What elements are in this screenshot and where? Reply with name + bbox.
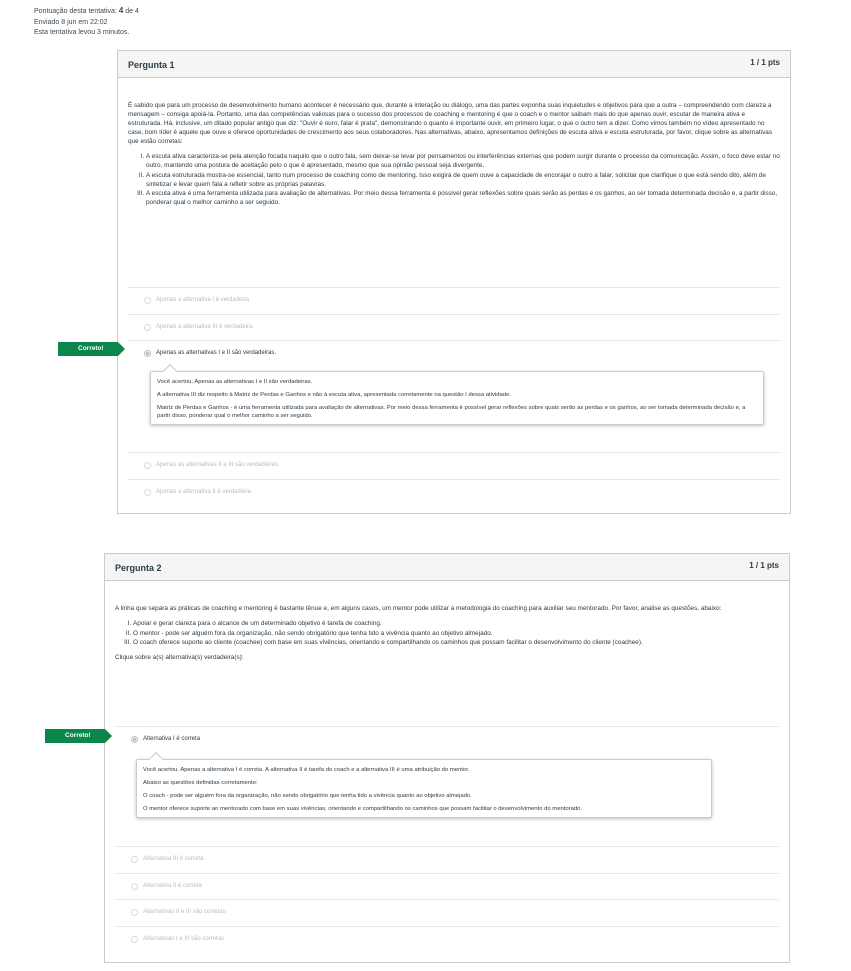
answer-label: Apenas as alternativas II e III são verdadeiras. — [156, 462, 280, 468]
correct-flag: Correto! — [58, 342, 118, 356]
statement-item: I. A escuta ativa caracteriza-se pela atenção focada naquilo que o outro fala, sem deixar-se levar por pensamentos ou interferências externas que podem surgir durante o processo da comunicação. Assim, o foco deve estar no outro, mantendo uma postura de aceitação pelo o que é apresentado, mesmo que sua opinião pessoal seja divergente. — [146, 152, 780, 170]
feedback-text: O mentor oferece suporte ao mentorado com base em suas vivências, orientando e compartilhando os caminhos que possam facilitar o desenvolvimento do mentorado. — [143, 806, 583, 812]
answer-option-correct[interactable] — [115, 726, 779, 846]
score-value: 4 — [118, 6, 124, 15]
radio-button[interactable] — [144, 297, 151, 304]
attempt-score: Pontuação desta tentativa: 4 de 4 — [34, 6, 139, 15]
question-title: Pergunta 1 — [128, 60, 175, 70]
radio-button-selected[interactable] — [144, 350, 151, 357]
answer-list — [115, 726, 779, 952]
answer-label: Apenas as alternativas I e II são verdadeiras. — [156, 350, 277, 356]
statement-item: II. A escuta estruturada mostra-se essencial, tanto num processo de coaching como de mentoring. Isso exigirá de quem ouve a capacidade de encorajar o outro a falar, solicitar que clarifique o que está sendo dito, além de sintetizar e levar quem fala a refletir sobre as próprias palavras. — [146, 171, 780, 189]
radio-button[interactable] — [131, 909, 138, 916]
radio-button[interactable] — [144, 462, 151, 469]
question-paragraph: É sabido que para um processo de desenvolvimento humano acontecer é necessário que, durante a interação ou diálogo, uma das partes exponha suas inquietudes e objetivos para que a outra – compreendendo com clareza a mensagem – consiga apoiá-la. Portanto, uma das competências valiosas para o sucesso dos processos de coaching e mentoring é que o coach e o mentor saibam mais do que apenas ouvir, escutar de maneira ativa e estruturada. Há, inclusive, um ditado popular antigo que diz: "Ouvir é ouro, falar é prata", demonstrando o quanto é importante ouvir, em primeiro lugar, o que o outro tem a dizer. Como vimos também no vídeo apresentado no case, bom líder é aquele que ouve e oferece oportunidades de crescimento aos seus colaboradores. Nas alternativas, abaixo, apresentamos definições de escuta ativa e escuta estruturada, por favor, clique sobre as alternativas que estão corretas: — [128, 102, 773, 145]
question-2 — [104, 553, 790, 963]
answer-option[interactable] — [115, 899, 779, 926]
radio-button[interactable] — [144, 489, 151, 496]
radio-button-selected[interactable] — [131, 736, 138, 743]
answer-option[interactable] — [128, 287, 780, 314]
question-points: 1 / 1 pts — [749, 561, 779, 570]
statement-list — [128, 152, 780, 207]
question-prompt: Clique sobre a(s) alternativa(s) verdadeira(s): — [115, 654, 244, 661]
answer-label: Apenas a alternativa III é verdadeira. — [156, 323, 255, 330]
statement-item: I. Apoiar e gerar clareza para o alcance de um determinado objetivo é tarefa de coaching. — [133, 619, 779, 628]
answer-option[interactable] — [128, 314, 780, 341]
answer-label: Alternativa III é correta — [143, 856, 204, 862]
answer-option[interactable] — [115, 873, 779, 900]
attempt-info — [34, 6, 139, 39]
correct-flag: Correto! — [45, 729, 105, 743]
answer-option[interactable] — [115, 846, 779, 873]
answer-option-correct[interactable] — [128, 340, 780, 452]
question-text — [128, 101, 780, 208]
answer-label: Alternativas I e III são corretas — [143, 935, 225, 942]
feedback-arrow — [163, 364, 177, 378]
answer-list — [128, 287, 780, 505]
answer-feedback — [150, 371, 764, 425]
question-title: Pergunta 2 — [115, 563, 162, 573]
statement-list — [115, 619, 779, 647]
question-header — [105, 554, 789, 581]
answer-option[interactable] — [128, 479, 780, 506]
answer-feedback — [136, 759, 712, 818]
feedback-text: Você acertou. Apenas a alternativa I é correta. A alternativa II é tarefa do coach e a alternativa III é uma atribuição do mentor. — [143, 767, 470, 773]
feedback-text: O coach - pode ser alguém fora da organização, não sendo obrigatório que tenha tido a vivência quanto ao objetivo almejado. — [143, 793, 472, 799]
feedback-arrow — [149, 752, 163, 766]
question-points: 1 / 1 pts — [750, 58, 780, 67]
question-text — [115, 604, 779, 668]
radio-button[interactable] — [131, 936, 138, 943]
feedback-text: Você acertou. Apenas as alternativas I e II são verdadeiras. — [157, 379, 313, 385]
feedback-text: A alternativa III diz respeito à Matriz de Perdas e Ganhos e não à escuta ativa, apresentada corretamente na questão I dessa atividade. — [157, 392, 511, 398]
statement-item: III. A escuta ativa é uma ferramenta utilizada para avaliação de alternativas. Por meio dessa ferramenta é possível gerar reflexões sobre quais serão as perdas e os ganhos, ao ser tomada determinada decisão e, a partir disso, ponderar qual o melhor caminho a ser seguido. — [146, 189, 780, 207]
question-1 — [117, 50, 791, 514]
statement-item: II. O mentor - pode ser alguém fora da organização, não sendo obrigatório que tenha tido a vivência quanto ao objetivo almejado. — [133, 629, 779, 638]
answer-label: Alternativas II e III são corretas — [143, 909, 226, 915]
radio-button[interactable] — [131, 883, 138, 890]
question-header — [118, 51, 790, 78]
feedback-text: Abaixo as questões definidas corretamente: — [143, 780, 258, 786]
answer-label: Apenas a alternativa II é verdadeira. — [156, 488, 253, 495]
attempt-submitted: Enviado 8 jun em 22:02 — [34, 18, 108, 26]
answer-option[interactable] — [115, 926, 779, 953]
answer-label: Alternativa II é correta — [143, 882, 202, 889]
statement-item: III. O coach oferece suporte ao cliente (coachee) com base em suas vivências, orientando e compartilhando os caminhos que possam facilitar o desenvolvimento do cliente (coachee). — [133, 638, 779, 647]
attempt-duration: Esta tentativa levou 3 minutos. — [34, 29, 130, 36]
feedback-text: Matriz de Perdas e Ganhos - é uma ferramenta utilizada para avaliação de alternativas. Por meio dessa ferramenta é possível gerar reflexões sobre quais serão as perdas e os ganhos, ao ser tomada determinada decisão e, a partir disso, ponderar qual o melhor caminho a ser seguido. — [157, 405, 746, 419]
radio-button[interactable] — [144, 324, 151, 331]
question-paragraph: A linha que separa as práticas de coaching e mentoring é bastante tênue e, em alguns casos, um mentor pode utilizar a metodologia do coaching para auxiliar seu mentorado. Por favor, analise as questões, abaixo: — [115, 605, 722, 612]
answer-label: Apenas a alternativa I é verdadeira. — [156, 297, 251, 303]
answer-label: Alternativa I é correta — [143, 736, 201, 742]
answer-option[interactable] — [128, 452, 780, 479]
radio-button[interactable] — [131, 856, 138, 863]
